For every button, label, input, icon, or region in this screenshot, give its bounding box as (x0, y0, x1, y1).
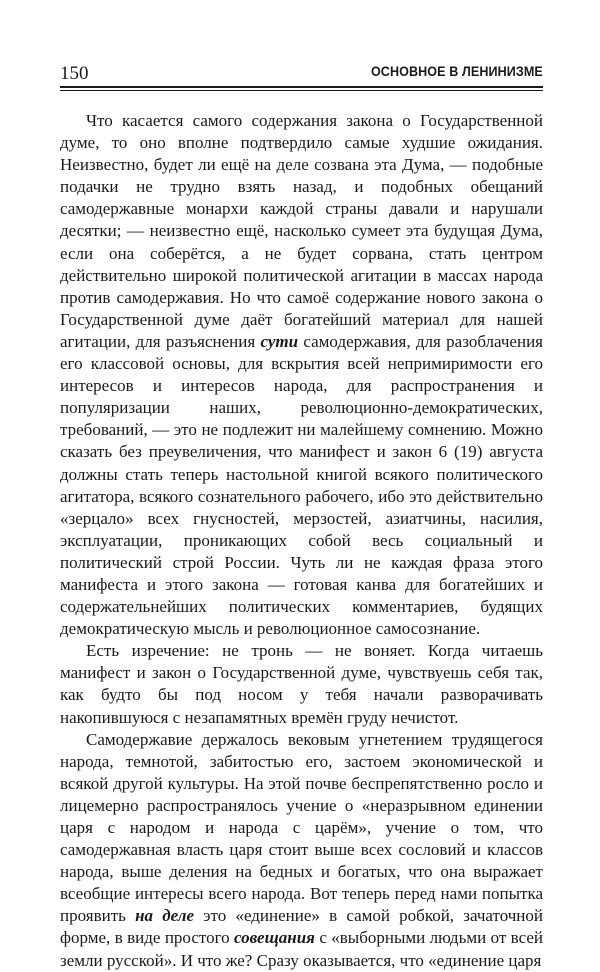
paragraph-1 (60, 110, 543, 640)
paragraph-3-text-end: с «выборными людьми от всей земли русской». И что же? Сразу оказывается, что «единение царя (60, 928, 543, 970)
paragraph-2-text: Есть изречение: не тронь — не воняет. Когда читаешь манифест и закон о Государственной думе, чувствуешь себя так, как будто бы под носом у тебя начали разворачивать накопившуюся с незапамятных времён груду нечистот. (60, 641, 543, 727)
header-rule-thick (60, 86, 543, 88)
page-number: 150 (60, 63, 89, 84)
running-title: ОСНОВНОЕ В ЛЕНИНИЗМЕ (371, 64, 543, 79)
page-header (60, 62, 543, 88)
body-text (60, 110, 543, 972)
paragraph-3-text: Самодержавие держалось вековым угнетением трудящегося народа, темнотой, забитостью его, застоем экономической и всякой другой культуры. На этой почве беспрепятственно росло и лицемерно распространялось учение о «неразрывном единении царя с народом и народа с царём», учение о том, что самодержавная власть царя стоит выше всех сословий и классов народа, выше деления на бедных и богатых, что она выражает всеобщие интересы всего народа. Вот теперь перед нами попытка проявить (60, 729, 543, 926)
paragraph-3-text-cont: это «единение» в самой робкой, зачаточной форме, в виде простого (60, 906, 543, 948)
book-page (60, 62, 543, 970)
header-rule-thin (60, 90, 543, 91)
emphasis-suti: сути (260, 331, 299, 351)
emphasis-na-dele: на деле (135, 906, 195, 926)
paragraph-1-text-cont: самодержавия, для разоблачения его классовой основы, для вскрытия всей непримиримости его интересов и интересов народа, для распространения и популяризации наших, революционно-демократических, требований, — это не подлежит ни малейшему сомнению. Можно сказать без преувеличения, что манифест и закон 6 (19) августа должны стать теперь настольной книгой всякого политического агитатора, всякого сознательного рабочего, ибо это действительно «зерцало» всех гнусностей, мерзостей, азиатчины, насилия, эксплуатации, проникающих собой весь социальный и политический строй России. Чуть ли не каждая фраза этого манифеста и этого закона — готовая канва для богатейших и содержательнейших политических комментариев, будящих демократическую мысль и революционное самосознание. (60, 331, 543, 639)
paragraph-1-text: Что касается самого содержания закона о Государственной думе, то оно вполне подтвердило самые худшие ожидания. Неизвестно, будет ли ещё на деле созвана эта Дума, — подобные подачки не трудно взять назад, и подобных обещаний самодержавные монархи каждой страны давали и нарушали десятки; — неизвестно ещё, насколько сумеет эта будущая Дума, если она соберётся, а не будет сорвана, стать центром действительно широкой политической агитации в массах народа против самодержавия. Но что самоё содержание нового закона о Государственной думе даёт богатейший материал для нашей агитации, для разъяснения (60, 111, 543, 351)
emphasis-soveshchaniya: совещания (234, 928, 315, 948)
paragraph-3 (60, 729, 543, 972)
paragraph-2 (60, 640, 543, 728)
